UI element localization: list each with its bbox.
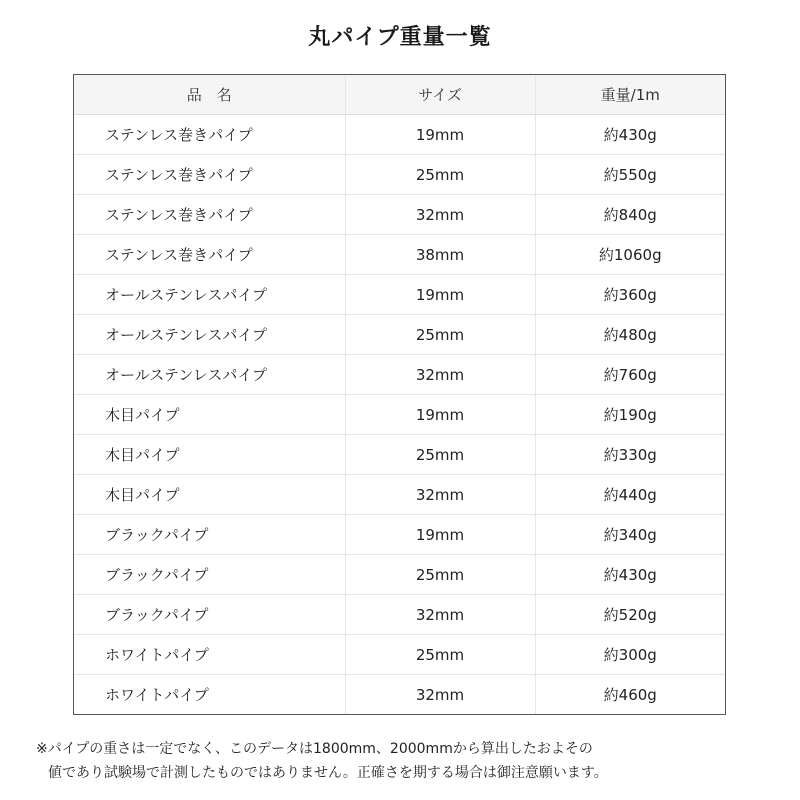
cell-size: 19mm bbox=[345, 515, 535, 555]
table-row bbox=[74, 235, 725, 275]
table-row bbox=[74, 435, 725, 475]
cell-weight: 約460g bbox=[603, 686, 657, 704]
cell-product-name: 木目パイプ bbox=[74, 475, 345, 515]
cell-product-name: 木目パイプ bbox=[74, 395, 345, 435]
cell-product-name: オールステンレスパイプ bbox=[74, 355, 345, 395]
cell-size: 19mm bbox=[345, 115, 535, 155]
cell-weight: 約840g bbox=[535, 195, 725, 235]
cell-product-name: ステンレス巻きパイプ bbox=[74, 235, 345, 275]
table-row bbox=[74, 515, 725, 555]
table-row bbox=[74, 155, 725, 195]
table-row bbox=[74, 595, 725, 635]
cell-product-name: ステンレス巻きパイプ bbox=[74, 115, 345, 155]
cell-product-name: ホワイトパイプ bbox=[74, 635, 345, 675]
cell-product-name: ステンレス巻きパイプ bbox=[74, 155, 345, 195]
cell-product-name: オールステンレスパイプ bbox=[74, 315, 345, 355]
cell-size: 25mm bbox=[345, 635, 535, 675]
cell-size: 19mm bbox=[345, 275, 535, 315]
table-row bbox=[74, 675, 725, 715]
table-body bbox=[74, 115, 725, 715]
footnote-line-2: 値であり試験場で計測したものではありません。正確さを期する場合は御注意願います。 bbox=[48, 765, 608, 781]
weight-table-container bbox=[73, 74, 726, 715]
header-name: 品 名 bbox=[74, 75, 345, 115]
cell-size: 25mm bbox=[345, 155, 535, 195]
cell-product-name: ステンレス巻きパイプ bbox=[74, 195, 345, 235]
cell-size: 32mm bbox=[345, 675, 535, 715]
table-row bbox=[74, 635, 725, 675]
cell-product-name: 木目パイプ bbox=[74, 435, 345, 475]
cell-weight: 約520g bbox=[535, 595, 725, 635]
table-row bbox=[74, 195, 725, 235]
cell-weight: 約360g bbox=[535, 275, 725, 315]
footnote bbox=[36, 737, 776, 785]
table-row bbox=[74, 115, 725, 155]
cell-weight: 約340g bbox=[535, 515, 725, 555]
table-row bbox=[74, 315, 725, 355]
cell-size: 25mm bbox=[345, 435, 535, 475]
cell-weight: 約440g bbox=[535, 475, 725, 515]
table-row bbox=[74, 395, 725, 435]
header-weight: 重量/1m bbox=[535, 75, 725, 115]
cell-weight: 約430g bbox=[535, 115, 725, 155]
cell-size: 32mm bbox=[345, 595, 535, 635]
cell-weight: 約300g bbox=[535, 635, 725, 675]
cell-product-name: ブラックパイプ bbox=[74, 555, 345, 595]
cell-size: 32mm bbox=[345, 475, 535, 515]
table-row bbox=[74, 475, 725, 515]
cell-product-name: ホワイトパイプ bbox=[74, 675, 345, 715]
table-header-row bbox=[74, 75, 725, 115]
table-row bbox=[74, 355, 725, 395]
cell-size: 19mm bbox=[345, 395, 535, 435]
cell-size: 38mm bbox=[345, 235, 535, 275]
cell-weight: 約1060g bbox=[535, 235, 725, 275]
header-size: サイズ bbox=[345, 75, 535, 115]
table-row bbox=[74, 555, 725, 595]
cell-size: 32mm bbox=[345, 195, 535, 235]
weight-table bbox=[74, 75, 725, 714]
cell-product-name: ブラックパイプ bbox=[74, 595, 345, 635]
table-row bbox=[74, 275, 725, 315]
page-title: 丸パイプ重量一覧 bbox=[308, 25, 492, 50]
cell-weight: 約480g bbox=[535, 315, 725, 355]
cell-weight: 約330g bbox=[535, 435, 725, 475]
footnote-line-1: ※パイプの重さは一定でなく、このデータは1800mm、2000mmから算出したおよその bbox=[36, 741, 593, 757]
cell-weight: 約760g bbox=[535, 355, 725, 395]
cell-weight: 約430g bbox=[535, 555, 725, 595]
cell-weight: 約190g bbox=[535, 395, 725, 435]
cell-product-name: ブラックパイプ bbox=[74, 515, 345, 555]
cell-product-name: オールステンレスパイプ bbox=[74, 275, 345, 315]
cell-size: 25mm bbox=[345, 555, 535, 595]
cell-size: 25mm bbox=[345, 315, 535, 355]
cell-weight: 約550g bbox=[535, 155, 725, 195]
cell-size: 32mm bbox=[345, 355, 535, 395]
